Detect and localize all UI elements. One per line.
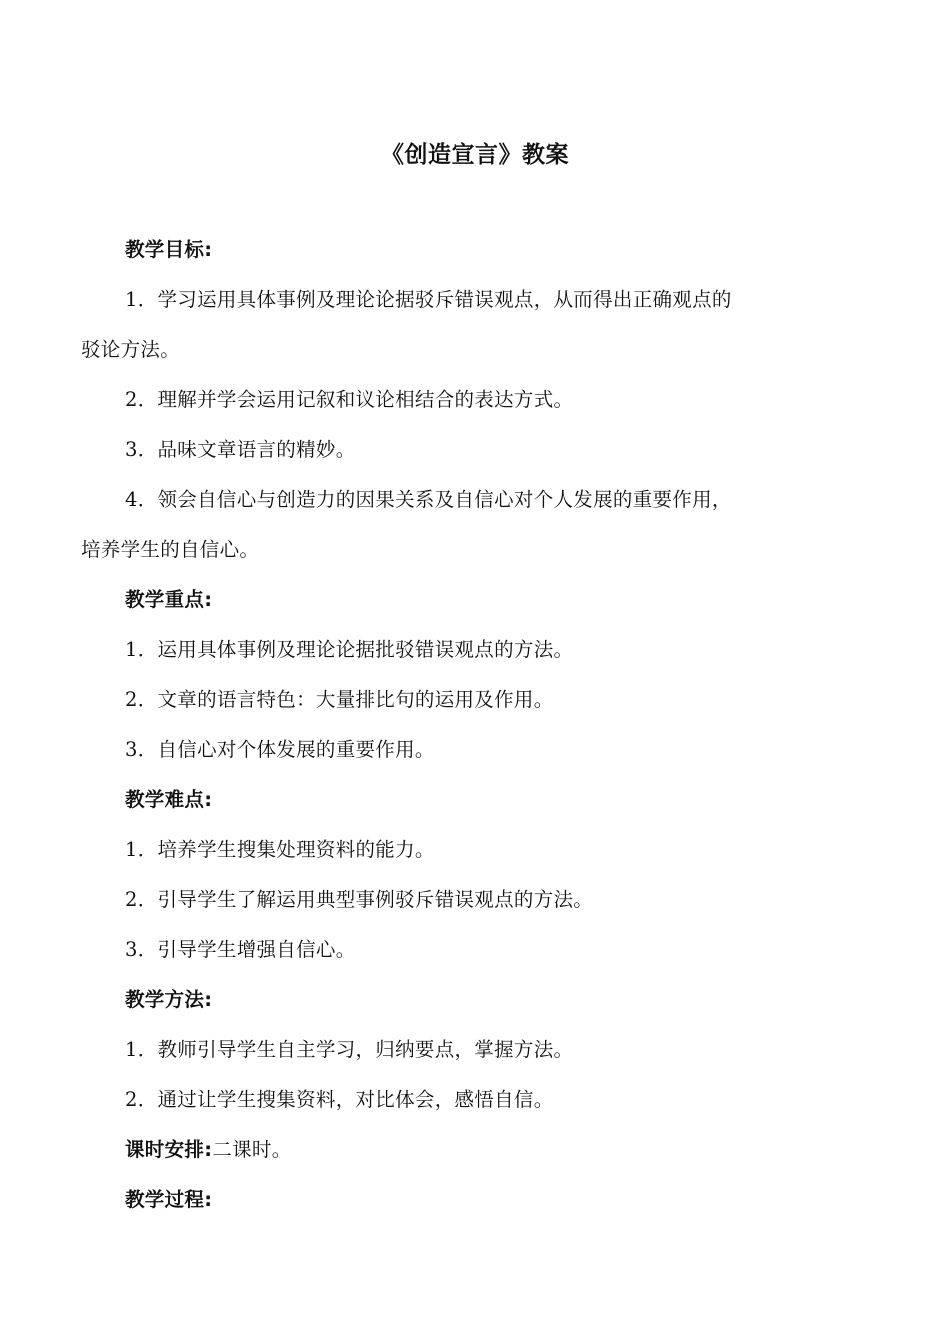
objectives-item-4-line-1: 4．领会自信心与创造力的因果关系及自信心对个人发展的重要作用， [125, 488, 732, 511]
objectives-item-3: 3．品味文章语言的精妙。 [125, 438, 356, 461]
key-points-item-2: 2．文章的语言特色：大量排比句的运用及作用。 [125, 688, 554, 711]
key-points-item-3: 3．自信心对个体发展的重要作用。 [125, 738, 435, 761]
schedule-heading: 课时安排: [125, 1138, 213, 1161]
difficulties-item-3: 3．引导学生增强自信心。 [125, 938, 356, 961]
document-title: 《创造宣言》教案 [381, 142, 569, 168]
methods-item-2: 2．通过让学生搜集资料，对比体会，感悟自信。 [125, 1088, 554, 1111]
schedule-line [81, 1125, 821, 1175]
key-points-item-1: 1．运用具体事例及理论论据批驳错误观点的方法。 [125, 638, 574, 661]
objectives-item-1-line-2: 驳论方法。 [81, 338, 181, 361]
difficulties-item-2: 2．引导学生了解运用典型事例驳斥错误观点的方法。 [125, 888, 594, 911]
objectives-item-1-line-1: 1．学习运用具体事例及理论论据驳斥错误观点，从而得出正确观点的 [125, 288, 732, 311]
process-heading: 教学过程: [125, 1188, 213, 1211]
difficulties-heading: 教学难点: [125, 788, 213, 811]
methods-heading: 教学方法: [125, 988, 213, 1011]
schedule-value: 二课时。 [212, 1138, 292, 1161]
objectives-item-4-line-2: 培养学生的自信心。 [81, 538, 260, 561]
objectives-heading: 教学目标: [125, 238, 213, 261]
objectives-item-2: 2．理解并学会运用记叙和议论相结合的表达方式。 [125, 388, 574, 411]
key-points-heading: 教学重点: [125, 588, 213, 611]
methods-item-1: 1．教师引导学生自主学习，归纳要点，掌握方法。 [125, 1038, 574, 1061]
difficulties-item-1: 1．培养学生搜集处理资料的能力。 [125, 838, 435, 861]
document-body [81, 225, 821, 1225]
